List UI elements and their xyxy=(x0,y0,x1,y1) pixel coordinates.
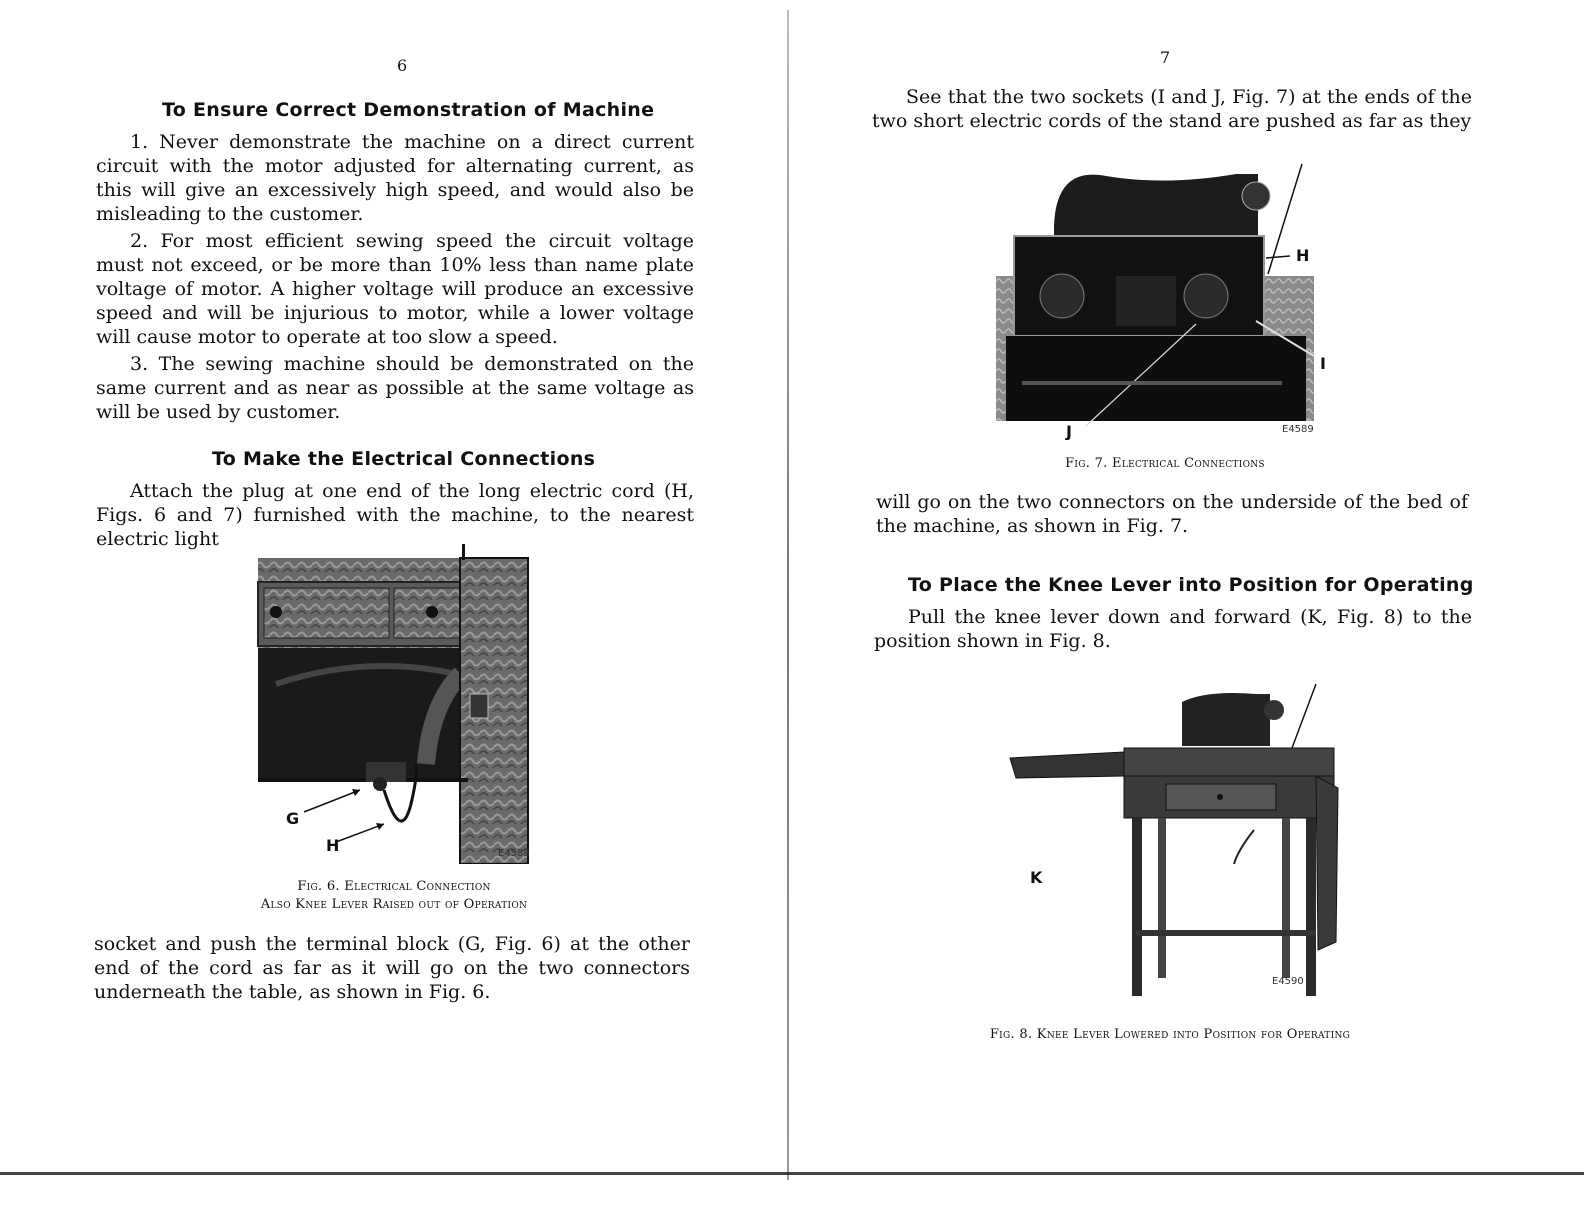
paragraph-direct-current: 1. Never demonstrate the machine on a direct current circuit with the motor adjusted for alternating current, as this will give an excessively high speed, and would also be misleading to the customer. xyxy=(96,131,694,225)
section-heading-demonstration: To Ensure Correct Demonstration of Machine xyxy=(162,99,655,121)
figure-7-caption: Fig. 7. Electrical Connections xyxy=(1065,456,1265,471)
paragraph-knee-lever: Pull the knee lever down and forward (K, Fig. 8) to the position shown in Fig. 8. xyxy=(874,606,1472,652)
page-number: 7 xyxy=(1160,48,1171,67)
paragraph-voltage: 2. For most efficient sewing speed the circuit voltage must not exceed, or be more than 10% less than name plate voltage of motor. A higher voltage will produce an excessive speed and will be injurious to motor, while a lower voltage will cause motor to operate at too slow a speed. xyxy=(96,230,694,348)
callout-j: J xyxy=(1066,422,1072,440)
callout-g: G xyxy=(286,809,300,828)
right-page xyxy=(790,0,1584,1224)
figure-8-caption: Fig. 8. Knee Lever Lowered into Position for Operating xyxy=(989,1027,1351,1042)
callout-h: H xyxy=(326,836,340,855)
figure-6-caption xyxy=(196,878,592,914)
figure-8-table-photo xyxy=(1006,680,1356,1002)
paragraph-connectors: will go on the two connectors on the underside of the bed of the machine, as shown in Fig. 7. xyxy=(876,491,1468,537)
figure-code: E4589 xyxy=(1282,424,1314,435)
callout-i: I xyxy=(1320,354,1326,373)
section-heading-electrical: To Make the Electrical Connections xyxy=(212,448,596,470)
figure-code: E4590 xyxy=(1272,976,1304,987)
paragraph-attach-plug: Attach the plug at one end of the long electric cord (H, Figs. 6 and 7) furnished with the machine, to the nearest electric light xyxy=(96,480,694,550)
section-heading-knee-lever: To Place the Knee Lever into Position for Operating xyxy=(908,574,1474,596)
callout-h: H xyxy=(1296,246,1310,265)
left-page xyxy=(0,0,790,1224)
figure-7-machine-photo xyxy=(996,156,1336,440)
paragraph-same-current: 3. The sewing machine should be demonstrated on the same current and as near as possible at the same voltage as will be used by customer. xyxy=(96,353,694,423)
figure-code: E4588 xyxy=(498,848,530,859)
page-number: 6 xyxy=(397,56,408,75)
paragraph-sockets: See that the two sockets (I and J, Fig. 7) at the ends of the two short electric cords of the stand are pushed as far as they xyxy=(872,86,1472,132)
machine-underside-illustration xyxy=(996,156,1336,440)
paragraph-terminal-block: socket and push the terminal block (G, Fig. 6) at the other end of the cord as far as it will go on the two connectors underneath the table, as shown in Fig. 6. xyxy=(94,933,690,1003)
caption-line-1: Fig. 6. Electrical Connection xyxy=(297,879,491,894)
sewing-table-illustration xyxy=(1006,680,1356,1002)
figure-6-cabinet-photo xyxy=(256,544,538,864)
caption-line-2: Also Knee Lever Raised out of Operation xyxy=(260,897,528,912)
callout-k: K xyxy=(1030,868,1043,887)
